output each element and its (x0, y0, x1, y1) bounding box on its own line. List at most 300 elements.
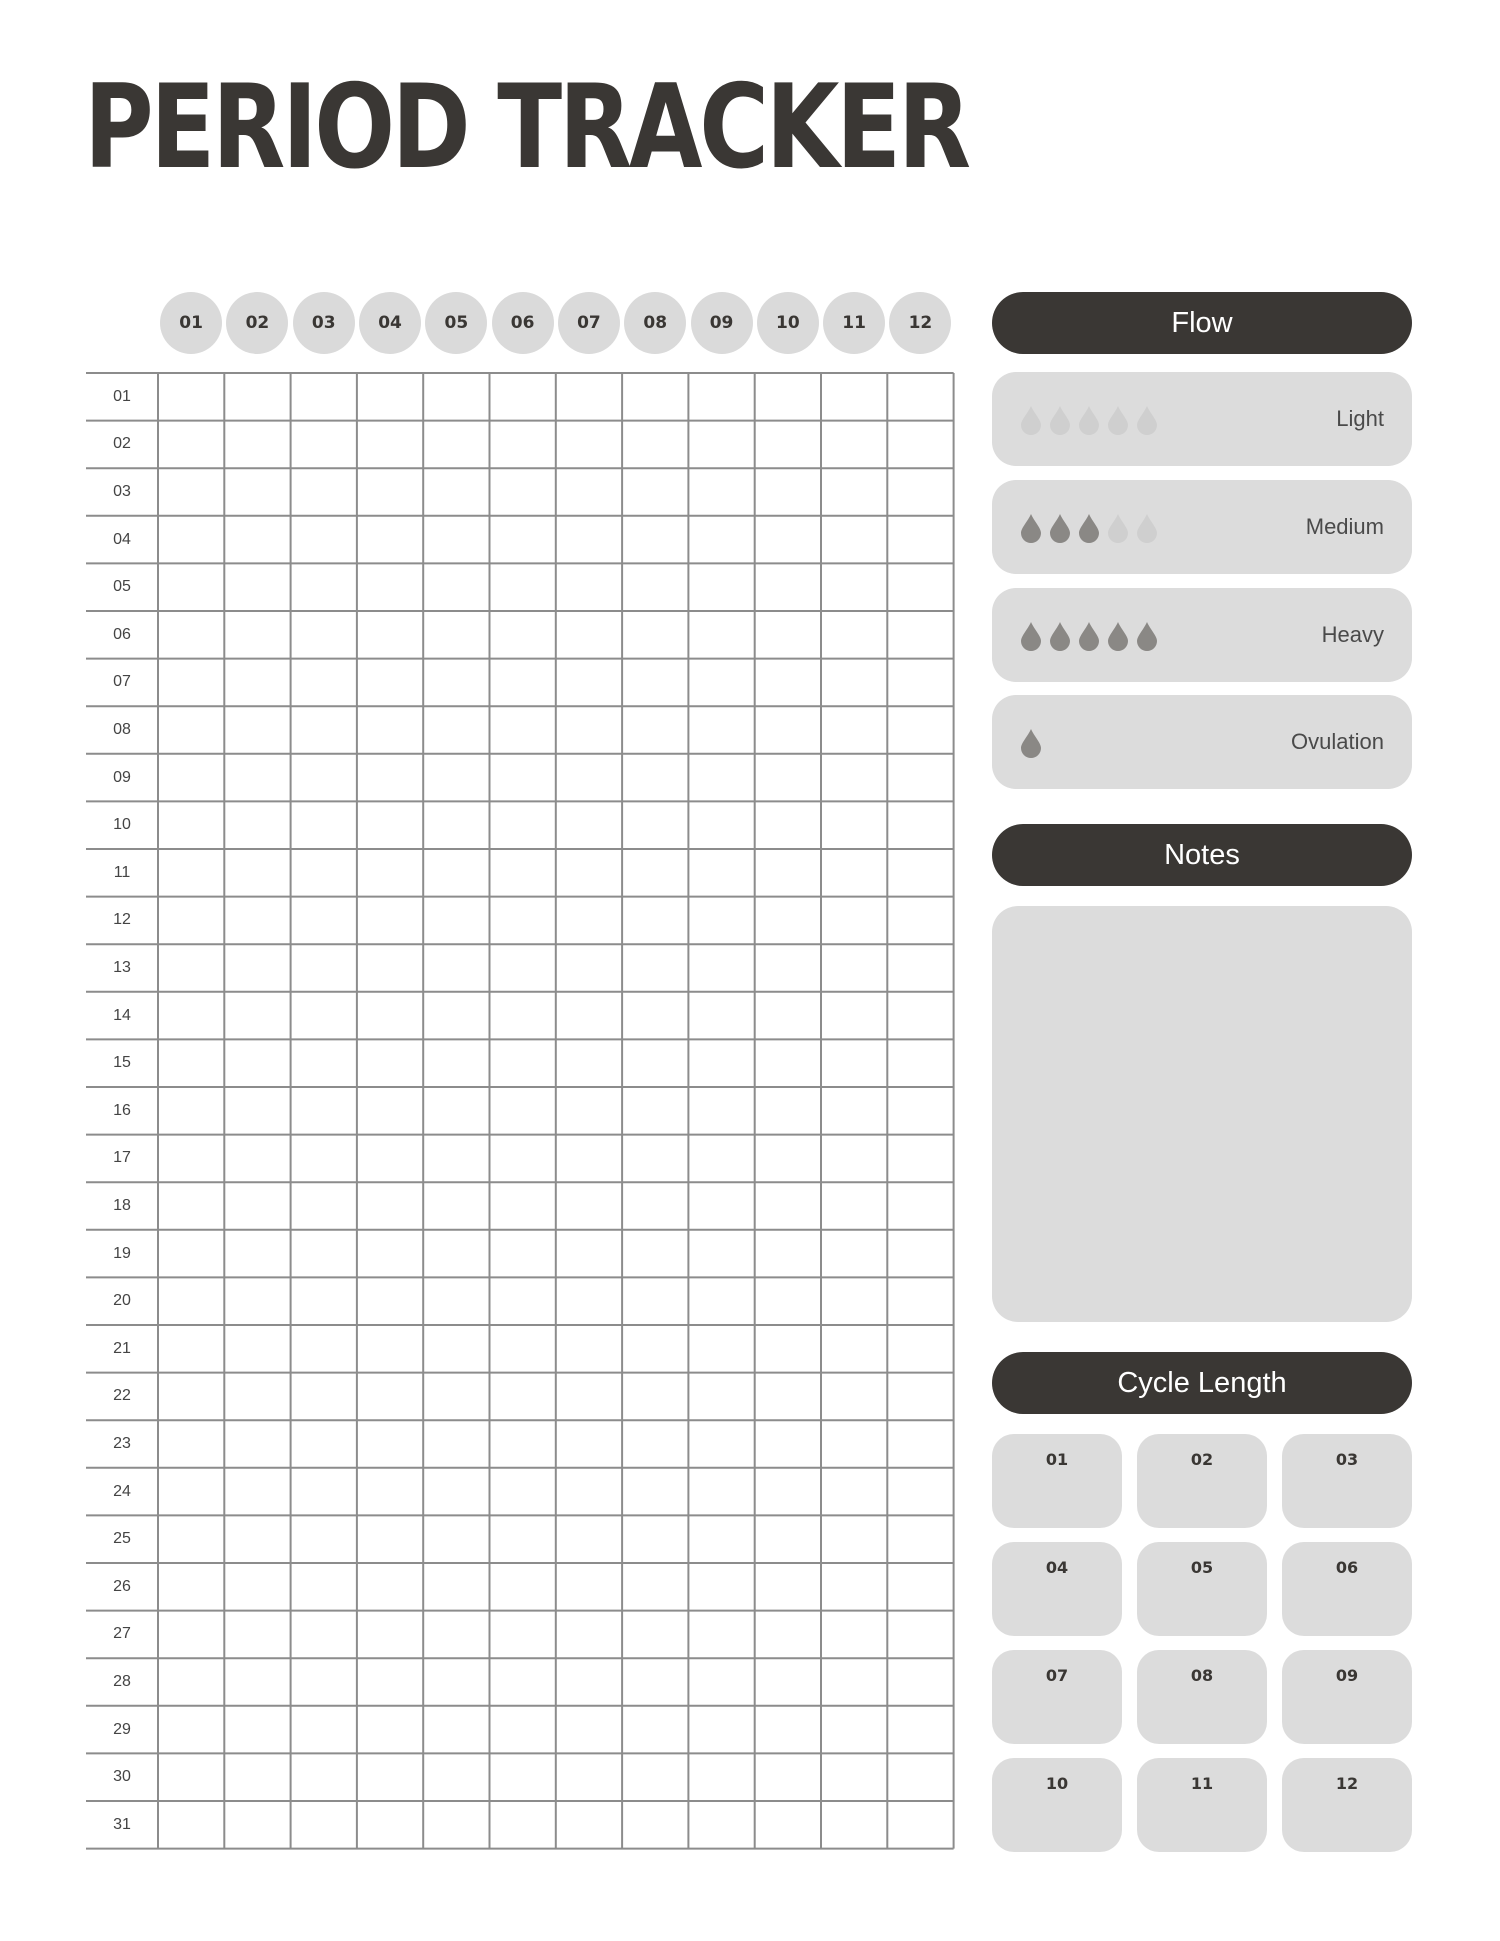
grid-cell[interactable] (557, 1754, 621, 1800)
grid-cell[interactable] (689, 802, 753, 848)
grid-cell[interactable] (557, 707, 621, 753)
grid-cell[interactable] (358, 1659, 422, 1705)
grid-cell[interactable] (689, 1754, 753, 1800)
grid-cell[interactable] (358, 374, 422, 420)
grid-cell[interactable] (756, 1278, 820, 1324)
grid-cell[interactable] (358, 1516, 422, 1562)
grid-cell[interactable] (756, 374, 820, 420)
grid-cell[interactable] (822, 1707, 886, 1753)
grid-cell[interactable] (292, 469, 356, 515)
grid-cell[interactable] (491, 374, 555, 420)
flow-level-ovulation[interactable] (992, 695, 1412, 789)
grid-cell[interactable] (557, 1516, 621, 1562)
grid-cell[interactable] (623, 1612, 687, 1658)
grid-cell[interactable] (424, 1421, 488, 1467)
grid-cell[interactable] (358, 564, 422, 610)
grid-cell[interactable] (623, 374, 687, 420)
grid-cell[interactable] (557, 898, 621, 944)
grid-cell[interactable] (623, 1278, 687, 1324)
grid-cell[interactable] (822, 1421, 886, 1467)
grid-cell[interactable] (424, 1136, 488, 1182)
grid-cell[interactable] (491, 1326, 555, 1372)
grid-cell[interactable] (424, 707, 488, 753)
grid-cell[interactable] (159, 1231, 223, 1277)
grid-cell[interactable] (822, 755, 886, 801)
grid-cell[interactable] (358, 1374, 422, 1420)
grid-cell[interactable] (756, 802, 820, 848)
grid-cell[interactable] (689, 1469, 753, 1515)
cycle-length-08[interactable] (1137, 1650, 1267, 1744)
grid-cell[interactable] (756, 1564, 820, 1610)
grid-cell[interactable] (424, 802, 488, 848)
grid-cell[interactable] (888, 612, 952, 658)
grid-cell[interactable] (623, 707, 687, 753)
grid-cell[interactable] (822, 1564, 886, 1610)
grid-cell[interactable] (225, 517, 289, 563)
grid-cell[interactable] (557, 850, 621, 896)
grid-cell[interactable] (424, 1802, 488, 1848)
grid-cell[interactable] (888, 660, 952, 706)
grid-cell[interactable] (557, 564, 621, 610)
grid-cell[interactable] (888, 374, 952, 420)
grid-cell[interactable] (358, 1612, 422, 1658)
grid-cell[interactable] (358, 707, 422, 753)
grid-cell[interactable] (689, 1564, 753, 1610)
grid-cell[interactable] (424, 1469, 488, 1515)
grid-cell[interactable] (424, 517, 488, 563)
grid-cell[interactable] (358, 1231, 422, 1277)
grid-cell[interactable] (159, 469, 223, 515)
grid-cell[interactable] (689, 945, 753, 991)
grid-cell[interactable] (689, 898, 753, 944)
grid-cell[interactable] (888, 1516, 952, 1562)
cycle-length-06[interactable] (1282, 1542, 1412, 1636)
grid-cell[interactable] (888, 1278, 952, 1324)
grid-cell[interactable] (225, 1183, 289, 1229)
grid-cell[interactable] (225, 1659, 289, 1705)
grid-cell[interactable] (292, 1088, 356, 1134)
grid-cell[interactable] (424, 1659, 488, 1705)
grid-cell[interactable] (358, 1707, 422, 1753)
grid-cell[interactable] (225, 564, 289, 610)
grid-cell[interactable] (225, 1612, 289, 1658)
grid-cell[interactable] (888, 993, 952, 1039)
cycle-length-11[interactable] (1137, 1758, 1267, 1852)
grid-cell[interactable] (689, 1136, 753, 1182)
grid-cell[interactable] (424, 564, 488, 610)
grid-cell[interactable] (689, 1374, 753, 1420)
cycle-length-04[interactable] (992, 1542, 1122, 1636)
grid-cell[interactable] (225, 1231, 289, 1277)
grid-cell[interactable] (557, 1136, 621, 1182)
grid-cell[interactable] (888, 1183, 952, 1229)
flow-level-medium[interactable] (992, 480, 1412, 574)
grid-cell[interactable] (623, 898, 687, 944)
grid-cell[interactable] (689, 1183, 753, 1229)
grid-cell[interactable] (822, 1326, 886, 1372)
grid-cell[interactable] (292, 564, 356, 610)
grid-cell[interactable] (557, 1326, 621, 1372)
grid-cell[interactable] (491, 1374, 555, 1420)
flow-level-light[interactable] (992, 372, 1412, 466)
grid-cell[interactable] (225, 1374, 289, 1420)
grid-cell[interactable] (358, 1754, 422, 1800)
grid-cell[interactable] (491, 1564, 555, 1610)
grid-cell[interactable] (822, 1516, 886, 1562)
grid-cell[interactable] (225, 945, 289, 991)
grid-cell[interactable] (424, 1612, 488, 1658)
grid-cell[interactable] (557, 1469, 621, 1515)
grid-cell[interactable] (756, 1374, 820, 1420)
grid-cell[interactable] (358, 1326, 422, 1372)
grid-cell[interactable] (623, 1088, 687, 1134)
grid-cell[interactable] (292, 1516, 356, 1562)
grid-cell[interactable] (159, 993, 223, 1039)
grid-cell[interactable] (623, 1802, 687, 1848)
grid-cell[interactable] (358, 517, 422, 563)
grid-cell[interactable] (424, 422, 488, 468)
grid-cell[interactable] (358, 1040, 422, 1086)
grid-cell[interactable] (159, 1040, 223, 1086)
grid-cell[interactable] (424, 898, 488, 944)
grid-cell[interactable] (424, 850, 488, 896)
grid-cell[interactable] (689, 755, 753, 801)
grid-cell[interactable] (756, 1802, 820, 1848)
grid-cell[interactable] (491, 1802, 555, 1848)
grid-cell[interactable] (623, 1754, 687, 1800)
grid-cell[interactable] (225, 802, 289, 848)
grid-cell[interactable] (822, 993, 886, 1039)
grid-cell[interactable] (888, 422, 952, 468)
grid-cell[interactable] (292, 1183, 356, 1229)
grid-cell[interactable] (424, 1707, 488, 1753)
grid-cell[interactable] (159, 898, 223, 944)
grid-cell[interactable] (557, 1659, 621, 1705)
grid-cell[interactable] (689, 993, 753, 1039)
grid-cell[interactable] (888, 469, 952, 515)
grid-cell[interactable] (491, 1659, 555, 1705)
grid-cell[interactable] (358, 1421, 422, 1467)
grid-cell[interactable] (292, 1278, 356, 1324)
grid-cell[interactable] (557, 1278, 621, 1324)
grid-cell[interactable] (358, 1088, 422, 1134)
grid-cell[interactable] (756, 612, 820, 658)
grid-cell[interactable] (689, 1040, 753, 1086)
flow-level-heavy[interactable] (992, 588, 1412, 682)
grid-cell[interactable] (623, 850, 687, 896)
grid-cell[interactable] (557, 612, 621, 658)
grid-cell[interactable] (756, 469, 820, 515)
grid-cell[interactable] (491, 1612, 555, 1658)
grid-cell[interactable] (756, 1136, 820, 1182)
grid-cell[interactable] (557, 1421, 621, 1467)
grid-cell[interactable] (159, 1659, 223, 1705)
grid-cell[interactable] (424, 1516, 488, 1562)
grid-cell[interactable] (225, 1278, 289, 1324)
grid-cell[interactable] (822, 374, 886, 420)
grid-cell[interactable] (159, 1374, 223, 1420)
grid-cell[interactable] (756, 1040, 820, 1086)
grid-cell[interactable] (424, 1326, 488, 1372)
grid-cell[interactable] (557, 1374, 621, 1420)
grid-cell[interactable] (159, 1802, 223, 1848)
grid-cell[interactable] (756, 1659, 820, 1705)
grid-cell[interactable] (689, 1278, 753, 1324)
grid-cell[interactable] (756, 993, 820, 1039)
grid-cell[interactable] (888, 1326, 952, 1372)
grid-cell[interactable] (623, 945, 687, 991)
grid-cell[interactable] (822, 707, 886, 753)
grid-cell[interactable] (491, 1707, 555, 1753)
grid-cell[interactable] (822, 1231, 886, 1277)
grid-cell[interactable] (292, 612, 356, 658)
cycle-length-02[interactable] (1137, 1434, 1267, 1528)
grid-cell[interactable] (689, 660, 753, 706)
grid-cell[interactable] (159, 1326, 223, 1372)
grid-cell[interactable] (888, 1754, 952, 1800)
grid-cell[interactable] (159, 1754, 223, 1800)
cycle-length-09[interactable] (1282, 1650, 1412, 1744)
grid-cell[interactable] (292, 660, 356, 706)
grid-cell[interactable] (888, 1802, 952, 1848)
grid-cell[interactable] (623, 612, 687, 658)
notes-area[interactable] (992, 906, 1412, 1322)
grid-cell[interactable] (689, 1707, 753, 1753)
grid-cell[interactable] (424, 1564, 488, 1610)
grid-cell[interactable] (358, 1183, 422, 1229)
grid-cell[interactable] (491, 422, 555, 468)
grid-cell[interactable] (424, 1754, 488, 1800)
grid-cell[interactable] (623, 1564, 687, 1610)
grid-cell[interactable] (292, 1040, 356, 1086)
grid-cell[interactable] (292, 1469, 356, 1515)
grid-cell[interactable] (159, 1088, 223, 1134)
grid-cell[interactable] (491, 1136, 555, 1182)
grid-cell[interactable] (623, 802, 687, 848)
grid-cell[interactable] (424, 1374, 488, 1420)
grid-cell[interactable] (557, 945, 621, 991)
grid-cell[interactable] (822, 1374, 886, 1420)
grid-cell[interactable] (491, 755, 555, 801)
grid-cell[interactable] (623, 1136, 687, 1182)
grid-cell[interactable] (756, 898, 820, 944)
grid-cell[interactable] (292, 517, 356, 563)
grid-cell[interactable] (557, 1612, 621, 1658)
cycle-length-10[interactable] (992, 1758, 1122, 1852)
grid-cell[interactable] (424, 993, 488, 1039)
grid-cell[interactable] (292, 1659, 356, 1705)
grid-cell[interactable] (822, 1278, 886, 1324)
grid-cell[interactable] (292, 1612, 356, 1658)
grid-cell[interactable] (557, 1183, 621, 1229)
grid-cell[interactable] (159, 707, 223, 753)
grid-cell[interactable] (557, 422, 621, 468)
cycle-length-07[interactable] (992, 1650, 1122, 1744)
grid-cell[interactable] (225, 1469, 289, 1515)
grid-cell[interactable] (888, 1374, 952, 1420)
grid-cell[interactable] (822, 1659, 886, 1705)
grid-cell[interactable] (292, 1707, 356, 1753)
grid-cell[interactable] (159, 422, 223, 468)
grid-cell[interactable] (225, 1088, 289, 1134)
grid-cell[interactable] (557, 1707, 621, 1753)
grid-cell[interactable] (822, 1088, 886, 1134)
grid-cell[interactable] (424, 1231, 488, 1277)
grid-cell[interactable] (358, 898, 422, 944)
grid-cell[interactable] (491, 660, 555, 706)
grid-cell[interactable] (358, 755, 422, 801)
grid-cell[interactable] (358, 850, 422, 896)
grid-cell[interactable] (888, 1659, 952, 1705)
grid-cell[interactable] (689, 517, 753, 563)
grid-cell[interactable] (623, 993, 687, 1039)
grid-cell[interactable] (689, 850, 753, 896)
grid-cell[interactable] (888, 564, 952, 610)
grid-cell[interactable] (557, 1088, 621, 1134)
grid-cell[interactable] (225, 993, 289, 1039)
grid-cell[interactable] (623, 1040, 687, 1086)
grid-cell[interactable] (689, 374, 753, 420)
grid-cell[interactable] (159, 1469, 223, 1515)
grid-cell[interactable] (756, 1469, 820, 1515)
grid-cell[interactable] (822, 1754, 886, 1800)
grid-cell[interactable] (424, 1040, 488, 1086)
grid-cell[interactable] (888, 1421, 952, 1467)
grid-cell[interactable] (888, 850, 952, 896)
grid-cell[interactable] (822, 945, 886, 991)
grid-cell[interactable] (491, 945, 555, 991)
grid-cell[interactable] (159, 755, 223, 801)
grid-cell[interactable] (225, 660, 289, 706)
grid-cell[interactable] (888, 1707, 952, 1753)
grid-cell[interactable] (159, 612, 223, 658)
grid-cell[interactable] (888, 898, 952, 944)
grid-cell[interactable] (557, 517, 621, 563)
grid-cell[interactable] (756, 1326, 820, 1372)
grid-cell[interactable] (756, 1088, 820, 1134)
grid-cell[interactable] (159, 1421, 223, 1467)
grid-cell[interactable] (358, 660, 422, 706)
grid-cell[interactable] (623, 1516, 687, 1562)
grid-cell[interactable] (491, 1278, 555, 1324)
grid-cell[interactable] (292, 993, 356, 1039)
grid-cell[interactable] (225, 374, 289, 420)
grid-cell[interactable] (822, 802, 886, 848)
grid-cell[interactable] (358, 1564, 422, 1610)
grid-cell[interactable] (225, 1564, 289, 1610)
grid-cell[interactable] (225, 422, 289, 468)
grid-cell[interactable] (424, 755, 488, 801)
grid-cell[interactable] (225, 1040, 289, 1086)
grid-cell[interactable] (159, 1516, 223, 1562)
grid-cell[interactable] (159, 850, 223, 896)
grid-cell[interactable] (888, 1040, 952, 1086)
grid-cell[interactable] (159, 1183, 223, 1229)
grid-cell[interactable] (822, 1612, 886, 1658)
grid-cell[interactable] (491, 612, 555, 658)
grid-cell[interactable] (225, 1754, 289, 1800)
cycle-length-05[interactable] (1137, 1542, 1267, 1636)
grid-cell[interactable] (756, 1231, 820, 1277)
grid-cell[interactable] (623, 469, 687, 515)
grid-cell[interactable] (756, 1612, 820, 1658)
grid-cell[interactable] (623, 564, 687, 610)
cycle-length-01[interactable] (992, 1434, 1122, 1528)
grid-cell[interactable] (358, 469, 422, 515)
grid-cell[interactable] (491, 1088, 555, 1134)
grid-cell[interactable] (557, 1040, 621, 1086)
grid-cell[interactable] (491, 898, 555, 944)
grid-cell[interactable] (225, 850, 289, 896)
grid-cell[interactable] (491, 1754, 555, 1800)
grid-cell[interactable] (225, 1421, 289, 1467)
grid-cell[interactable] (424, 612, 488, 658)
grid-cell[interactable] (159, 1136, 223, 1182)
grid-cell[interactable] (491, 564, 555, 610)
grid-cell[interactable] (424, 1088, 488, 1134)
grid-cell[interactable] (159, 802, 223, 848)
grid-cell[interactable] (292, 1564, 356, 1610)
grid-cell[interactable] (888, 707, 952, 753)
grid-cell[interactable] (358, 1469, 422, 1515)
grid-cell[interactable] (491, 707, 555, 753)
grid-cell[interactable] (557, 1564, 621, 1610)
grid-cell[interactable] (292, 802, 356, 848)
grid-cell[interactable] (623, 1326, 687, 1372)
grid-cell[interactable] (822, 517, 886, 563)
grid-cell[interactable] (623, 1183, 687, 1229)
grid-cell[interactable] (557, 660, 621, 706)
grid-cell[interactable] (756, 707, 820, 753)
grid-cell[interactable] (292, 1754, 356, 1800)
grid-cell[interactable] (689, 564, 753, 610)
grid-cell[interactable] (358, 1136, 422, 1182)
grid-cell[interactable] (292, 850, 356, 896)
grid-cell[interactable] (557, 802, 621, 848)
grid-cell[interactable] (491, 1040, 555, 1086)
grid-cell[interactable] (292, 707, 356, 753)
grid-cell[interactable] (491, 993, 555, 1039)
grid-cell[interactable] (225, 1136, 289, 1182)
grid-cell[interactable] (292, 422, 356, 468)
grid-cell[interactable] (292, 1374, 356, 1420)
grid-cell[interactable] (358, 612, 422, 658)
grid-cell[interactable] (623, 1469, 687, 1515)
grid-cell[interactable] (822, 1040, 886, 1086)
grid-cell[interactable] (888, 1612, 952, 1658)
grid-cell[interactable] (225, 469, 289, 515)
grid-cell[interactable] (888, 755, 952, 801)
grid-cell[interactable] (292, 1136, 356, 1182)
grid-cell[interactable] (292, 1802, 356, 1848)
grid-cell[interactable] (822, 469, 886, 515)
grid-cell[interactable] (756, 1421, 820, 1467)
grid-cell[interactable] (292, 1231, 356, 1277)
grid-cell[interactable] (358, 1802, 422, 1848)
grid-cell[interactable] (689, 422, 753, 468)
grid-cell[interactable] (491, 1516, 555, 1562)
grid-cell[interactable] (756, 564, 820, 610)
grid-cell[interactable] (159, 1278, 223, 1324)
grid-cell[interactable] (689, 1612, 753, 1658)
grid-cell[interactable] (491, 469, 555, 515)
grid-cell[interactable] (491, 802, 555, 848)
grid-cell[interactable] (822, 1183, 886, 1229)
grid-cell[interactable] (225, 1802, 289, 1848)
grid-cell[interactable] (424, 945, 488, 991)
grid-cell[interactable] (689, 612, 753, 658)
grid-cell[interactable] (888, 802, 952, 848)
